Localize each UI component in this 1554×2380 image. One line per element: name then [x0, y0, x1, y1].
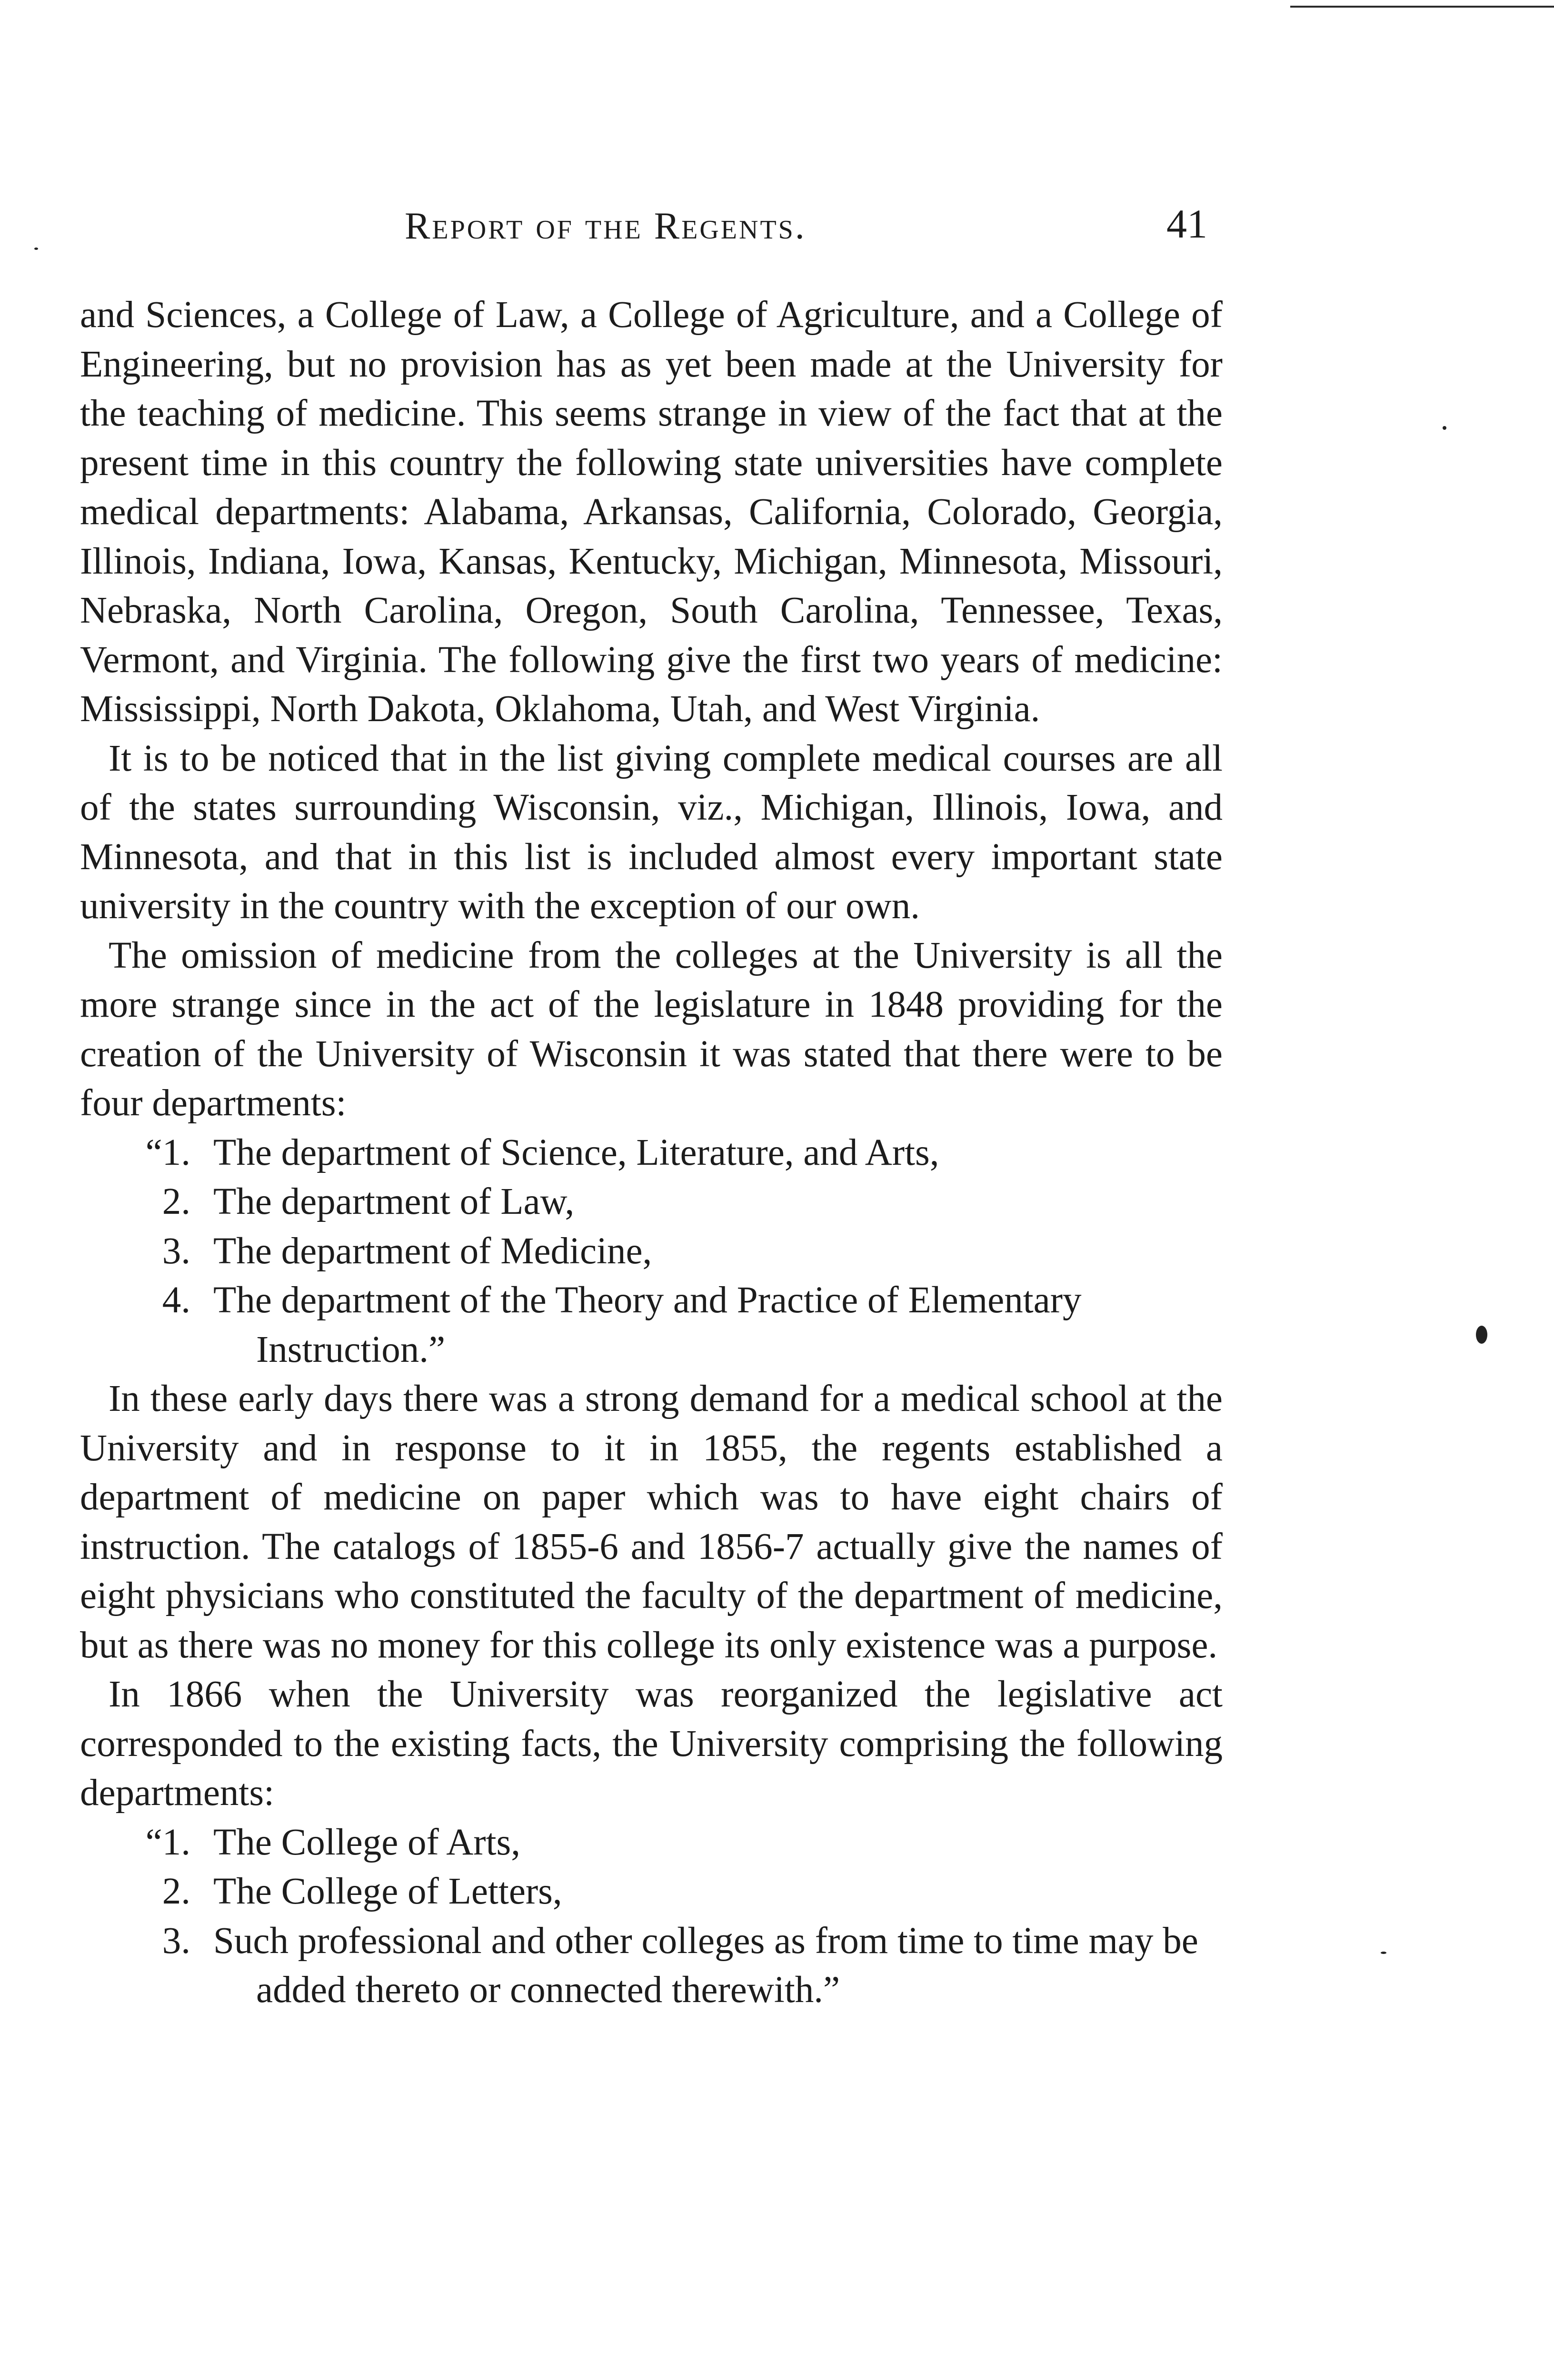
body-text	[80, 290, 1223, 2015]
paragraph-1: and Sciences, a College of Law, a College of Agriculture, and a College of Engineering, but no provision has as yet been made at the University for the teaching of medicine. This seems strange in view of the fact that at the present time in this country the following state universities have complete medical departments: Alabama, Arkansas, California, Colorado, Georgia, Illinois, Indiana, Iowa, Kansas, Kentucky, Michigan, Minnesota, Missouri, Nebraska, North Carolina, Oregon, South Carolina, Tennessee, Texas, Vermont, and Virginia. The following give the first two years of medicine: Mississippi, North Dakota, Oklahoma, Utah, and West Virginia.	[80, 294, 1223, 730]
page-number: 41	[1166, 201, 1207, 247]
scan-speck	[34, 248, 38, 250]
list-item	[80, 1128, 1223, 1178]
scan-speck	[1476, 1326, 1487, 1344]
scan-speck	[1443, 426, 1446, 430]
list-item-number: 3.	[162, 1920, 190, 1962]
list-item	[80, 1916, 1223, 2015]
list-item-text: The department of the Theory and Practice of Elementary Instruction.”	[213, 1279, 1082, 1370]
list-item	[80, 1867, 1223, 1916]
top-edge-rule	[1290, 6, 1554, 8]
departments-list-1848	[80, 1128, 1223, 1375]
list-item-number: “1.	[145, 1821, 190, 1863]
paragraph-2: It is to be noticed that in the list giving complete medical courses are all of the states surrounding Wisconsin, viz., Michigan, Illinois, Iowa, and Minnesota, and that in this list is included almost every important state university in the country with the exception of our own.	[80, 737, 1223, 927]
list-item-number: 4.	[162, 1279, 190, 1321]
list-item	[80, 1276, 1223, 1374]
running-head: Report of the Regents.	[405, 205, 807, 247]
scan-speck	[1381, 1952, 1386, 1954]
paragraph-3: The omission of medicine from the colleges at the University is all the more strange since in the act of the legislature in 1848 providing for the creation of the University of Wisconsin it was stated that there were to be four departments:	[80, 934, 1223, 1124]
list-item	[80, 1227, 1223, 1276]
list-item-text: The College of Letters,	[213, 1871, 562, 1912]
list-item-number: 2.	[162, 1871, 190, 1912]
departments-list-1866	[80, 1818, 1223, 2015]
list-item-text: The department of Law,	[213, 1181, 575, 1222]
list-item-text: The department of Science, Literature, and Arts,	[213, 1131, 939, 1173]
list-item-number: 3.	[162, 1230, 190, 1272]
list-item-text: The department of Medicine,	[213, 1230, 652, 1272]
paragraph-5: In 1866 when the University was reorganized the legislative act corresponded to the existing facts, the University comprising the following departments:	[80, 1674, 1223, 1814]
list-item-text: The College of Arts,	[213, 1821, 521, 1863]
paragraph-4: In these early days there was a strong demand for a medical school at the University and in response to it in 1855, the regents established a department of medicine on paper which was to have eight chairs of instruction. The catalogs of 1855-6 and 1856-7 actually give the names of eight physicians who constituted the faculty of the department of medicine, but as there was no money for this college its only existence was a purpose.	[80, 1378, 1223, 1666]
list-item	[80, 1818, 1223, 1867]
list-item	[80, 1177, 1223, 1227]
list-item-text: Such professional and other colleges as from time to time may be added thereto or connected therewith.”	[213, 1920, 1198, 2011]
list-item-number: “1.	[145, 1131, 190, 1173]
list-item-number: 2.	[162, 1181, 190, 1222]
